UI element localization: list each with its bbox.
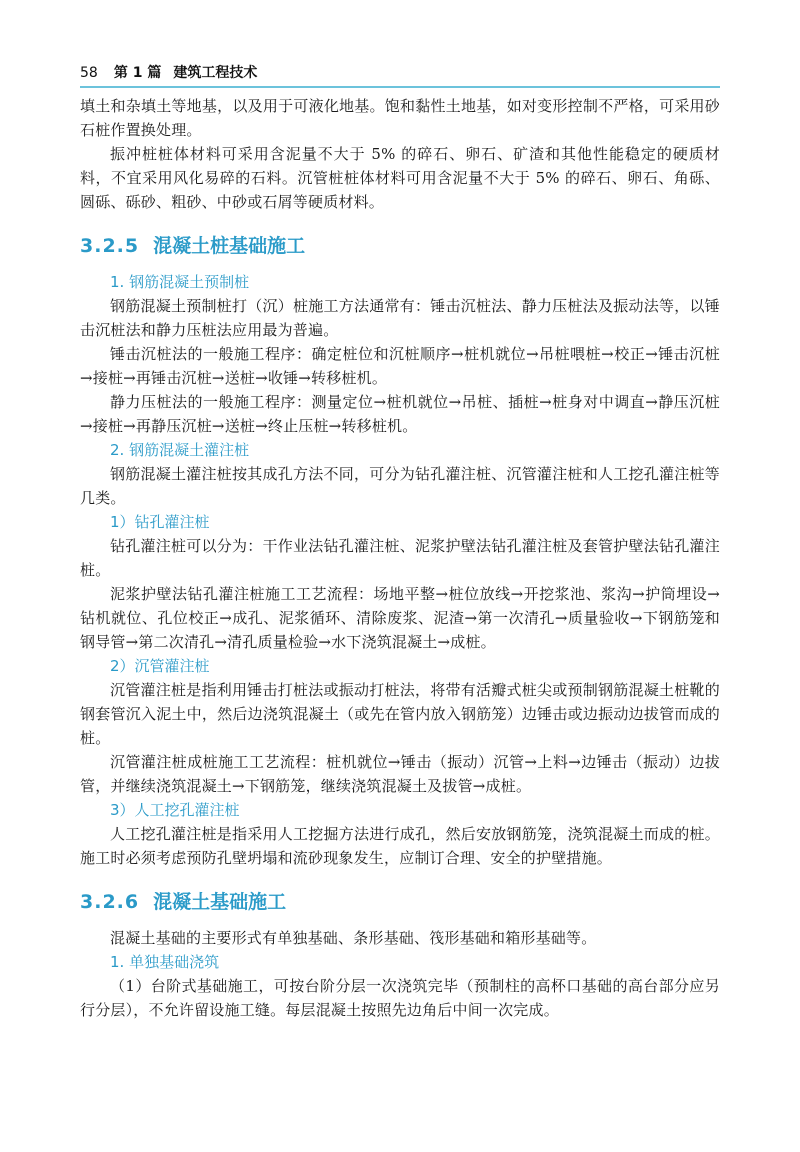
paragraph: 锤击沉桩法的一般施工程序：确定桩位和沉桩顺序→桩机就位→吊桩喂桩→校正→锤击沉桩→接桩→再锤击沉桩→送桩→收锤→转移桩机。 xyxy=(80,345,720,387)
paragraph: 钢筋混凝土预制桩打（沉）桩施工方法通常有：锤击沉桩法、静力压桩法及振动法等，以锤击沉桩法和静力压桩法应用最为普遍。 xyxy=(80,297,720,339)
page-number: 58 xyxy=(80,65,98,81)
section-number: 3.2.5 xyxy=(80,235,140,257)
part-label: 第 1 篇 xyxy=(113,65,162,81)
paragraph: 静力压桩法的一般施工程序：测量定位→桩机就位→吊桩、插桩→桩身对中调直→静压沉桩→接桩→再静压沉桩→送桩→终止压桩→转移桩机。 xyxy=(80,393,720,435)
sub-subsection-heading: 2）沉管灌注桩 xyxy=(110,657,210,675)
paragraph: 钻孔灌注桩可以分为：干作业法钻孔灌注桩、泥浆护壁法钻孔灌注桩及套管护壁法钻孔灌注桩。 xyxy=(80,537,720,579)
sub-subsection-heading: 1）钻孔灌注桩 xyxy=(110,513,210,531)
paragraph: 振冲桩桩体材料可采用含泥量不大于 5% 的碎石、卵石、矿渣和其他性能稳定的硬质材料，不宜采用风化易碎的石料。沉管桩桩体材料可用含泥量不大于 5% 的碎石、卵石、角砾、圆砾、砾砂、粗砂、中砂或石屑等硬质材料。 xyxy=(80,145,720,211)
paragraph: 沉管灌注桩是指利用锤击打桩法或振动打桩法，将带有活瓣式桩尖或预制钢筋混凝土桩靴的钢套管沉入泥土中，然后边浇筑混凝土（或先在管内放入钢筋笼）边锤击或边振动边拔管而成的桩。 xyxy=(80,681,720,747)
paragraph: （1）台阶式基础施工，可按台阶分层一次浇筑完毕（预制柱的高杯口基础的高台部分应另行分层），不允许留设施工缝。每层混凝土按照先边角后中间一次完成。 xyxy=(80,977,720,1019)
paragraph: 填土和杂填土等地基，以及用于可液化地基。饱和黏性土地基，如对变形控制不严格，可采用砂石桩作置换处理。 xyxy=(80,97,720,139)
paragraph: 钢筋混凝土灌注桩按其成孔方法不同，可分为钻孔灌注桩、沉管灌注桩和人工挖孔灌注桩等几类。 xyxy=(80,465,720,507)
chapter-title: 建筑工程技术 xyxy=(173,65,258,81)
section-heading xyxy=(80,234,720,258)
subsection-heading: 1. 单独基础浇筑 xyxy=(110,953,220,971)
running-header xyxy=(80,62,720,82)
subsection-heading: 1. 钢筋混凝土预制桩 xyxy=(110,273,250,291)
paragraph: 混凝土基础的主要形式有单独基础、条形基础、筏形基础和箱形基础等。 xyxy=(110,929,597,947)
section-number: 3.2.6 xyxy=(80,891,140,913)
sub-subsection-heading: 3）人工挖孔灌注桩 xyxy=(110,801,240,819)
section-title: 混凝土基础施工 xyxy=(153,891,287,913)
section-title: 混凝土桩基础施工 xyxy=(153,235,306,257)
paragraph: 泥浆护壁法钻孔灌注桩施工工艺流程：场地平整→桩位放线→开挖浆池、浆沟→护筒埋设→钻机就位、孔位校正→成孔、泥浆循环、清除废浆、泥渣→第一次清孔→质量验收→下钢筋笼和钢导管→第二次清孔→清孔质量检验→水下浇筑混凝土→成桩。 xyxy=(80,585,720,651)
section-heading xyxy=(80,890,720,914)
page-body xyxy=(80,94,720,1022)
subsection-heading: 2. 钢筋混凝土灌注桩 xyxy=(110,441,250,459)
paragraph: 人工挖孔灌注桩是指采用人工挖掘方法进行成孔，然后安放钢筋笼，浇筑混凝土而成的桩。施工时必须考虑预防孔壁坍塌和流砂现象发生，应制订合理、安全的护壁措施。 xyxy=(80,825,720,867)
header-rule xyxy=(80,86,720,88)
paragraph: 沉管灌注桩成桩施工工艺流程：桩机就位→锤击（振动）沉管→上料→边锤击（振动）边拔管，并继续浇筑混凝土→下钢筋笼，继续浇筑混凝土及拔管→成桩。 xyxy=(80,753,720,795)
